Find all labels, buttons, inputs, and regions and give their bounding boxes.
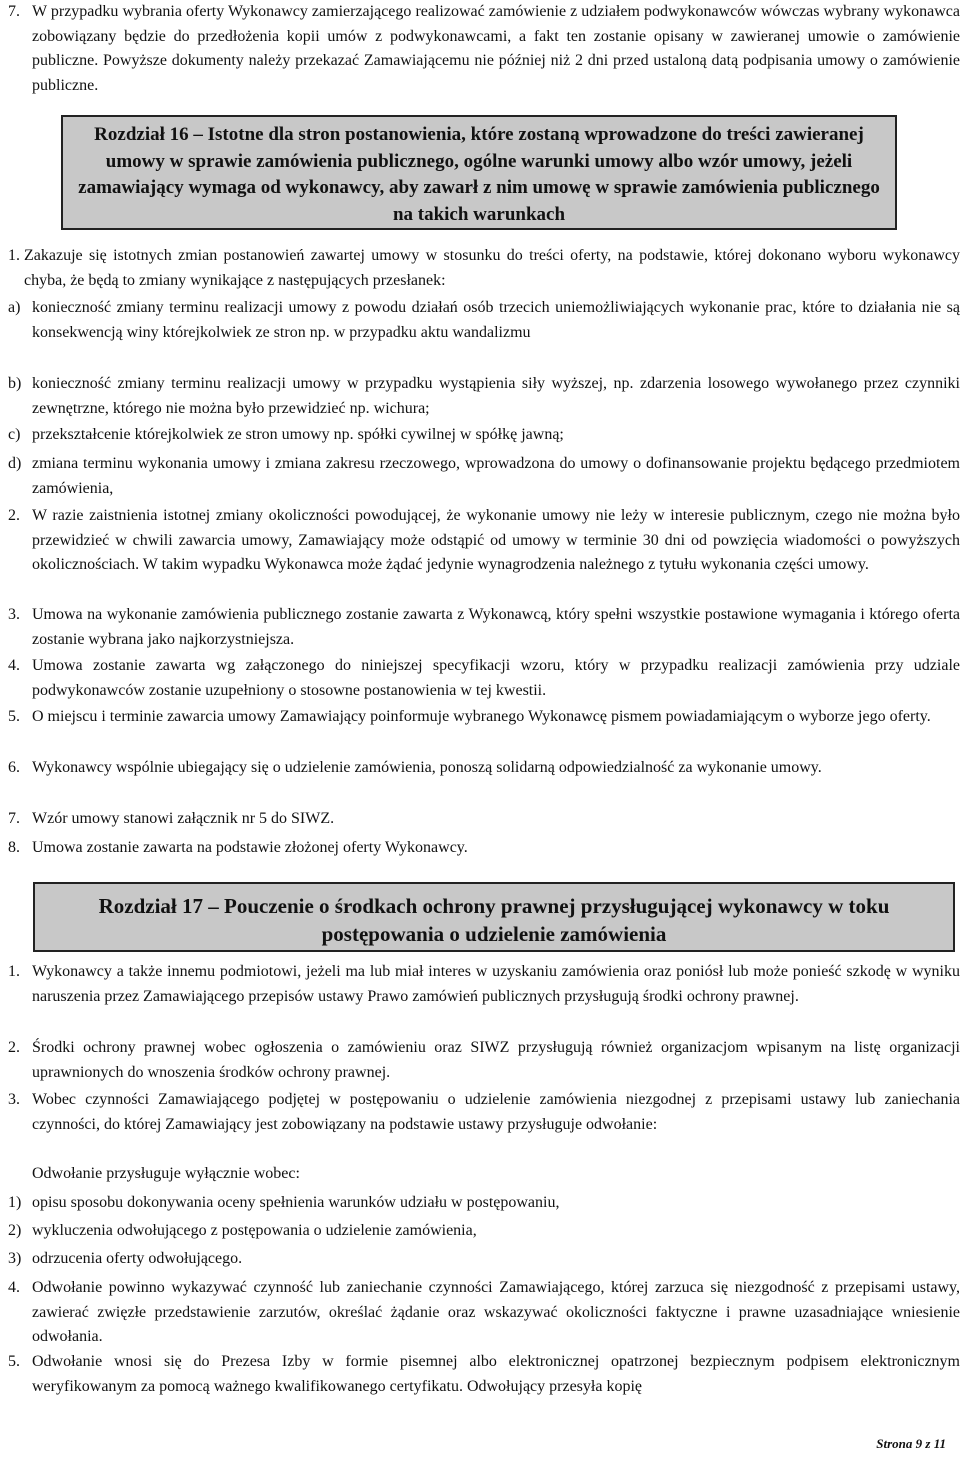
item-text: Środki ochrony prawnej wobec ogłoszenia o zamówieniu oraz SIWZ przysługują również organizacjom wpisanym na listę organizacji uprawnionych do wnoszenia środków ochrony prawnej. — [32, 1039, 960, 1081]
item-number: 4. — [8, 657, 20, 674]
item-text: wykluczenia odwołującego z postępowania o udzielenie zamówienia, — [32, 1222, 477, 1239]
ch16-item-1 — [8, 244, 960, 293]
item-number: d) — [8, 455, 22, 472]
chapter-16-heading — [61, 115, 897, 230]
item-text: W razie zaistnienia istotnej zmiany okoliczności powodującej, że wykonanie umowy nie leży w interesie publicznym, czego nie można było przewidzieć w chwili zawarcia umowy, Zamawiający może odstąpić od umowy w terminie 30 dni od powzięcia wiadomości o powyższych okolicznościach. W takim wypadku Wykonawca może żądać jedynie wynagrodzenia należnego z tytułu wykonania części umowy. — [32, 507, 960, 573]
item-text: Wykonawcy a także innemu podmiotowi, jeżeli ma lub miał interes w uzyskaniu zamówienia oraz poniósł lub może ponieść szkodę w wyniku naruszenia przez Zamawiającego przepisów ustawy Prawo zamówień publicznych przysługują środki ochrony prawnej. — [32, 963, 960, 1005]
ch16-item-6 — [8, 756, 960, 781]
item-text: Umowa zostanie zawarta na podstawie złożonej oferty Wykonawcy. — [32, 839, 468, 856]
chapter-16-heading-text: Rozdział 16 – Istotne dla stron postanowienia, które zostaną wprowadzone do treści zawieranej umowy w sprawie zamówienia publicznego, ogólne warunki umowy albo wzór umowy, jeżeli zamawiający wymaga od wykonawcy, aby zawarł z nim umowę w sprawie zamówienia publicznego na takich warunkach — [78, 124, 880, 225]
item-text: zmiana terminu wykonania umowy i zmiana zakresu rzeczowego, wprowadzona do umowy o dofinansowanie projektu będącego przedmiotem zamówienia, — [32, 455, 960, 497]
item-text: odrzucenia oferty odwołującego. — [32, 1250, 243, 1267]
item-text: Odwołanie powinno wykazywać czynność lub zaniechanie czynności Zamawiającego, której zarzuca się niezgodność z przepisami ustawy, zawierać zwięzłe przedstawienie zarzutów, określać żądanie oraz wskazywać okoliczności faktyczne i prawne uzasadniające wniesienie odwołania. — [32, 1279, 960, 1345]
item-text: Wzór umowy stanowi załącznik nr 5 do SIWZ. — [32, 810, 335, 827]
intro-paragraph — [8, 0, 960, 98]
ch17-item-2 — [8, 1036, 960, 1085]
item-number: b) — [8, 375, 22, 392]
item-text: Umowa na wykonanie zamówienia publicznego zostanie zawarta z Wykonawcą, który spełni wszystkie postawione wymagania i którego oferta zostanie wybrana jako najkorzystniejsza. — [32, 606, 960, 648]
item-text: Wobec czynności Zamawiającego podjętej w postępowaniu o udzielenie zamówienia niezgodnej z przepisami ustawy lub zaniechania czynności, do której Zamawiający jest zobowiązany na podstawie ustawy przysługuje odwołanie: — [32, 1091, 960, 1133]
ch17-subitem-1 — [8, 1191, 960, 1216]
chapter-17-heading — [33, 882, 955, 952]
item-number: 3) — [8, 1250, 22, 1267]
item-text: konieczność zmiany terminu realizacji umowy w przypadku wystąpienia siły wyższej, np. zdarzenia losowego wywołanego przez czynniki zewnętrzne, którego nie można było przewidzieć np. wichura; — [32, 375, 960, 417]
ch16-subitem-d — [8, 452, 960, 501]
ch16-subitem-b — [8, 372, 960, 421]
item-number: 1. — [8, 247, 20, 264]
ch16-item-8 — [8, 836, 960, 861]
ch16-item-3 — [8, 603, 960, 652]
ch16-item-4 — [8, 654, 960, 703]
item-number: 2) — [8, 1222, 22, 1239]
item-number: c) — [8, 426, 21, 443]
ch17-item-1 — [8, 960, 960, 1009]
item-number: 3. — [8, 606, 20, 623]
item-text: O miejscu i terminie zawarcia umowy Zamawiający poinformuje wybranego Wykonawcę pismem powiadamiającym o wyborze jego oferty. — [32, 708, 931, 725]
item-text: konieczność zmiany terminu realizacji umowy z powodu działań osób trzecich uniemożliwiających wykonanie prac, które to działania nie są konsekwencją winy którejkolwiek ze stron np. w przypadku aktu wandalizmu — [32, 299, 960, 341]
item-text: Zakazuje się istotnych zmian postanowień zawartej umowy w stosunku do treści oferty, na podstawie, której dokonano wyboru wykonawcy chyba, że będą to zmiany wynikające z następujących przesłanek: — [24, 247, 960, 289]
ch16-subitem-c — [8, 423, 960, 448]
ch17-subheading — [8, 1162, 960, 1187]
ch16-item-7 — [8, 807, 960, 832]
ch16-item-5 — [8, 705, 960, 730]
ch17-item-3 — [8, 1088, 960, 1137]
item-text: W przypadku wybrania oferty Wykonawcy zamierzającego realizować zamówienie z udziałem podwykonawców wówczas wybrany wykonawca zobowiązany będzie do przedłożenia kopii umów z podwykonawcami, a fakt ten zostanie opisany w zawieranej umowie o zamówienie publiczne. Powyższe dokumenty należy przekazać Zamawiającemu nie później niż 2 dni przed ustaloną datą podpisania umowy o zamówienie publiczne. — [32, 3, 960, 94]
page-number: Strona 9 z 11 — [876, 1436, 946, 1451]
item-number: 3. — [8, 1091, 20, 1108]
ch17-subitem-2 — [8, 1219, 960, 1244]
item-text: opisu sposobu dokonywania oceny spełnienia warunków udziału w postępowaniu, — [32, 1194, 560, 1211]
ch16-item-2 — [8, 504, 960, 578]
item-number: 6. — [8, 759, 20, 776]
item-text: Odwołanie wnosi się do Prezesa Izby w formie pisemnej albo elektronicznej opatrzonej bezpiecznym podpisem elektronicznym weryfikowanym za pomocą ważnego kwalifikowanego certyfikatu. Odwołujący przesyła kopię — [32, 1353, 960, 1395]
item-number: 7. — [8, 810, 20, 827]
ch17-item-5 — [8, 1350, 960, 1399]
item-number: 1) — [8, 1194, 22, 1211]
item-text: przekształcenie którejkolwiek ze stron umowy np. spółki cywilnej w spółkę jawną; — [32, 426, 564, 443]
ch17-subitem-3 — [8, 1247, 960, 1272]
ch16-subitem-a — [8, 296, 960, 345]
item-number: 5. — [8, 1353, 20, 1370]
item-number: 7. — [8, 3, 20, 20]
item-text: Wykonawcy wspólnie ubiegający się o udzielenie zamówienia, ponoszą solidarną odpowiedzialność za wykonanie umowy. — [32, 759, 822, 776]
item-number: 1. — [8, 963, 20, 980]
chapter-17-heading-text: Rozdział 17 – Pouczenie o środkach ochrony prawnej przysługującej wykonawcy w toku postępowania o udzielenie zamówienia — [98, 894, 890, 946]
ch17-item-4 — [8, 1276, 960, 1350]
item-number: 2. — [8, 1039, 20, 1056]
item-number: 5. — [8, 708, 20, 725]
item-text: Umowa zostanie zawarta wg załączonego do niniejszej specyfikacji wzoru, który w przypadku realizacji zamówienia przy udziale podwykonawców zostanie uzupełniony o stosowne postanowienia w tej kwestii. — [32, 657, 960, 699]
item-number: 2. — [8, 507, 20, 524]
item-text: Odwołanie przysługuje wyłącznie wobec: — [32, 1165, 300, 1182]
item-number: a) — [8, 299, 21, 316]
item-number: 8. — [8, 839, 20, 856]
item-number: 4. — [8, 1279, 20, 1296]
